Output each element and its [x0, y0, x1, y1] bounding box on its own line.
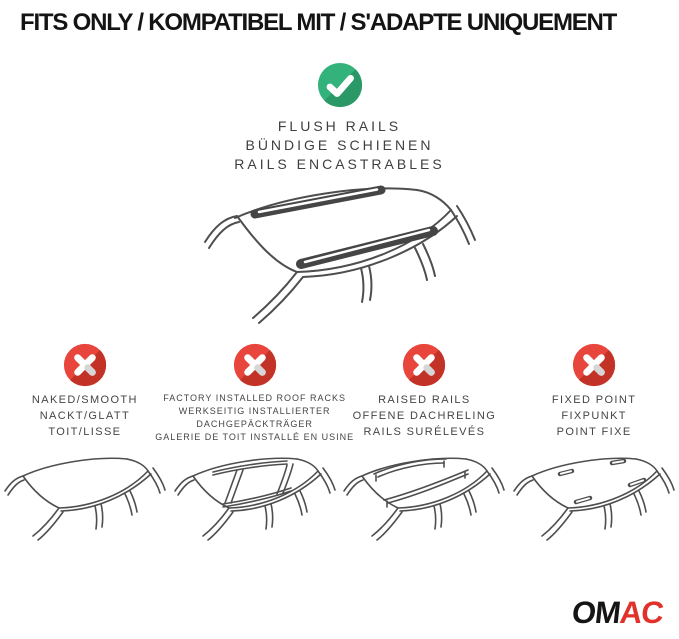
incompatible-fixed-point	[509, 343, 679, 582]
incompatible-label: FACTORY INSTALLED ROOF RACKS	[163, 393, 347, 403]
omac-logo	[570, 595, 665, 631]
naked-roof-illustration	[0, 452, 171, 582]
incompatible-label: NACKT/GLATT	[39, 410, 131, 422]
incompatible-label: FIXPUNKT	[561, 410, 627, 422]
incompatible-label: OFFENE DACHRELING	[352, 410, 497, 422]
compatible-label: BÜNDIGE SCHIENEN	[245, 137, 434, 153]
incompatible-label: WERKSEITIG INSTALLIERTER	[178, 406, 331, 416]
omac-logo-red: AC	[618, 595, 665, 630]
cross-icon	[402, 343, 446, 387]
incompatible-factory-rack	[155, 343, 355, 582]
compatible-labels	[0, 117, 679, 174]
cross-icon	[63, 343, 107, 387]
cross-icon	[572, 343, 616, 387]
incompatible-raised-rails	[340, 343, 510, 582]
incompatible-label: POINT FIXE	[556, 426, 632, 438]
compatible-label: FLUSH RAILS	[277, 118, 402, 134]
incompatible-label: GALERIE DE TOIT INSTALLÉ EN USINE	[155, 432, 355, 442]
page-title: FITS ONLY / KOMPATIBEL MIT / S'ADAPTE UNIQUEMENT	[20, 9, 617, 36]
cross-icon	[233, 343, 277, 387]
incompatible-naked	[0, 343, 170, 582]
incompatible-label: DACHGEPÄCKTRÄGER	[196, 419, 313, 429]
omac-logo-black: OM	[570, 595, 623, 630]
factory-rack-roof-illustration	[169, 452, 341, 582]
incompatible-label: NAKED/SMOOTH	[31, 394, 138, 406]
incompatible-row	[0, 343, 679, 582]
incompatible-label: RAISED RAILS	[378, 394, 471, 406]
compatible-label: RAILS ENCASTRABLES	[234, 156, 445, 172]
raised-rails-roof-illustration	[338, 452, 510, 582]
check-icon	[317, 62, 363, 108]
incompatible-label: TOIT/LISSE	[48, 426, 122, 438]
flush-rail-bars	[255, 190, 433, 265]
incompatible-label: RAILS SURÉLEVÉS	[363, 426, 486, 438]
flush-rails-roof-illustration	[195, 178, 485, 328]
fixed-point-roof-illustration	[508, 452, 679, 582]
compatible-section	[0, 62, 679, 174]
incompatible-label: FIXED POINT	[551, 394, 637, 406]
